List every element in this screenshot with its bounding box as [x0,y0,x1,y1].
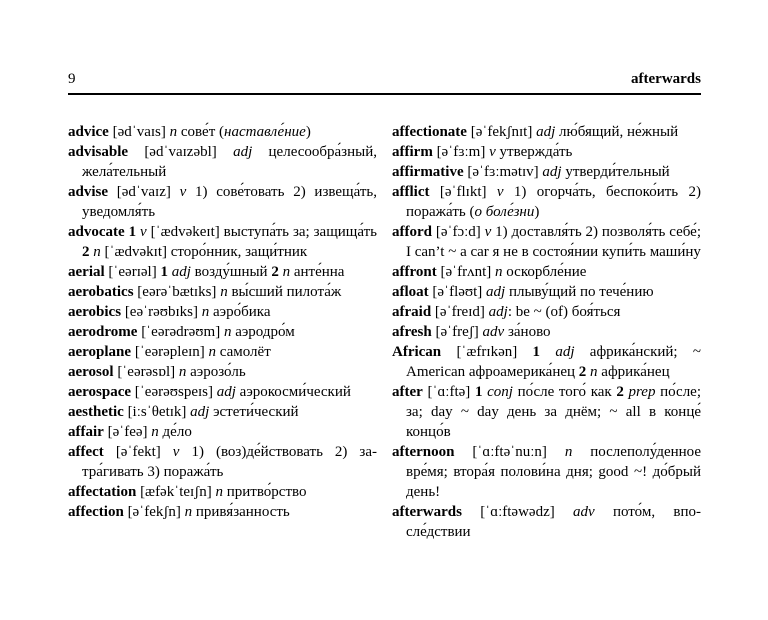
guide-word: afterwards [631,71,701,87]
entry-aerobatics [68,282,377,302]
entry-text: аэро́бика [209,304,271,320]
headword: affair [68,424,104,440]
headword: afraid [392,304,432,320]
entry-text: [əˈfekt] [103,444,173,460]
entry-text: [ˈɑːftəwədz] [461,504,574,520]
page-content [68,70,701,542]
entry-text: [əˈfləʊt] [428,284,487,300]
headword: afford [392,224,432,240]
headword: afflict [392,184,430,200]
entry-text: самолёт [216,344,271,360]
italic-text: adj [555,344,575,360]
headword: affectation [68,484,137,500]
headword: aerobatics [68,284,134,300]
entry-text: лю́бящий, не́жный [555,124,679,140]
entry-text: [ədˈvaɪzəbl] [128,144,234,160]
bold-marker: 2 [82,244,90,260]
entry-text: притво́рство [222,484,307,500]
entry-text: африка́нец [597,364,670,380]
page-header [68,70,701,95]
italic-text: n [282,264,291,280]
italic-text: n [169,124,178,140]
italic-text: adj [216,384,236,400]
entry-advocate [68,222,377,262]
entry-text: [eəˈrəʊbɪks] [121,304,202,320]
entry-text: сове́т ( [177,124,225,140]
headword: African [392,344,442,360]
bold-marker: 1 [128,224,137,240]
entry-text: ) [534,204,540,220]
entry-text: [əˈfrʌnt] [436,264,496,280]
entry-after [392,382,701,442]
entry-text: де́ло [158,424,192,440]
entry-text: [ˈeərɪəl] [104,264,161,280]
italic-text: adj [486,284,506,300]
entry-aeroplane [68,342,377,362]
italic-text: adj [171,264,191,280]
headword: aerospace [68,384,132,400]
entry-afloat [392,282,701,302]
entry-text: [æfəkˈteɪʃn] [136,484,216,500]
entry-aerospace [68,382,377,402]
entry-african [392,342,701,382]
bold-marker: 1 [160,264,168,280]
bold-marker: 1 [474,384,483,400]
entry-text: [ədˈvaɪz] [108,184,180,200]
headword: affront [392,264,437,280]
italic-text: v [484,224,492,240]
entry-text: [əˈfreɪd] [431,304,489,320]
italic-text: adj [542,164,562,180]
bold-marker: 2 [578,364,587,380]
entry-aerosol [68,362,377,382]
entry-advise [68,182,377,222]
entry-text: утверди́тельный [561,164,670,180]
entry-text: целесообра́зный, жела́тельный [82,144,377,180]
headword: affirmative [392,164,464,180]
entry-text: [ˈædvəkeɪt] выступа́ть за; защища́ть [146,224,377,240]
italic-text: prep [628,384,656,400]
entry-text: за́ново [504,324,551,340]
headword: aerobics [68,304,122,320]
page-number: 9 [68,71,76,87]
italic-text: наставле́ние [224,124,306,140]
entry-aerial [68,262,377,282]
entry-text: [əˈfɜːm] [432,144,490,160]
italic-text: n [590,364,598,380]
entry-affection [68,502,377,522]
entry-affectation [68,482,377,502]
entry-text: по́сле; за; day ~ day день за днём; ~ all в конце́ концо́в [406,384,702,440]
entry-text: [əˈfɜːmətɪv] [463,164,543,180]
italic-text: adj [488,304,508,320]
entry-text: [ədˈvaɪs] [108,124,170,140]
entry-text: ) [305,124,311,140]
headword: affectionate [392,124,467,140]
headword: aerodrome [68,324,138,340]
italic-text: n [151,424,159,440]
entry-text: плыву́щий по тече́нию [505,284,654,300]
entry-text: [ˈeərəsɒl] [113,364,179,380]
bold-marker: 2 [271,264,279,280]
italic-text: v [179,184,187,200]
italic-text: n [215,484,223,500]
italic-text: adv [573,504,595,520]
italic-text: conj [487,384,513,400]
dictionary-columns [68,122,701,542]
entry-text: [ˈɑːftə] [422,384,475,400]
entry-text: 1) сове́товать 2) извеща́ть, уведомля́ть [82,184,377,220]
entry-text: [əˈfeə] [103,424,152,440]
entry-text: по́сле того́ как [512,384,617,400]
italic-text: n [564,444,573,460]
headword: aeroplane [68,344,132,360]
entry-text: [ˈeərədrəʊm] [137,324,224,340]
bold-marker: 2 [616,384,624,400]
entry-afternoon [392,442,701,502]
entry-afresh [392,322,701,342]
headword: after [392,384,423,400]
entry-text: аэродро́м [231,324,295,340]
headword: affection [68,504,124,520]
italic-text: adj [536,124,556,140]
entry-affront [392,262,701,282]
entry-affectionate [392,122,701,142]
entry-aerodrome [68,322,377,342]
entry-aesthetic [68,402,377,422]
italic-text: о боле́зни [474,204,535,220]
italic-text: adj [233,144,253,160]
entry-text: 1) (воз)де́йствовать 2) затра́гивать 3) поража́ть [82,444,377,480]
entry-text: [əˈfɔːd] [432,224,485,240]
headword: affirm [392,144,433,160]
entry-text: [iːsˈθetɪk] [123,404,191,420]
entry-affirm [392,142,701,162]
entry-aerobics [68,302,377,322]
entry-text: 1) доставля́ть 2) позволя́ть себе́; I can’t ~ a car я не в состоя́нии купи́ть маши́ну [406,224,701,260]
entry-text: эстети́ческий [209,404,299,420]
italic-text: adv [482,324,505,340]
entry-affair [68,422,377,442]
entry-text: : be ~ (of) боя́ться [507,304,621,320]
headword: advise [68,184,109,200]
right-column [392,122,701,542]
entry-text [540,344,555,360]
entry-text: [ˈædvəkɪt] сторо́нник, защи́тник [100,244,308,260]
entry-text: анте́нна [290,264,345,280]
italic-text: adj [190,404,210,420]
entry-text: [əˈfekʃnɪt] [466,124,537,140]
entry-text: 1) огорча́ть, беспоко́ить 2) поража́ть ( [406,184,701,220]
italic-text: n [208,344,217,360]
entry-text: [ˈeərəʊspeɪs] [131,384,217,400]
italic-text: n [223,324,232,340]
headword: aesthetic [68,404,124,420]
headword: aerial [68,264,105,280]
entry-afford [392,222,701,262]
headword: afternoon [392,444,455,460]
italic-text: v [489,144,496,160]
entry-afflict [392,182,701,222]
italic-text: n [184,504,193,520]
italic-text: n [201,304,210,320]
headword: advice [68,124,109,140]
entry-text: [əˈfreʃ] [431,324,483,340]
left-column [68,122,377,542]
italic-text: n [93,244,101,260]
bold-marker: 1 [532,344,541,360]
entry-afraid [392,302,701,322]
italic-text: v [172,444,180,460]
headword: afloat [392,284,429,300]
headword: afterwards [392,504,462,520]
headword: afresh [392,324,432,340]
entry-text: вы́сший пилота́ж [227,284,342,300]
entry-text: пото́м, впосле́дствии [406,504,701,540]
entry-text: [əˈflɪkt] [429,184,497,200]
italic-text: n [178,364,187,380]
entry-advisable [68,142,377,182]
entry-text: аэрокосми́ческий [235,384,351,400]
entry-text: [əˈfekʃn] [123,504,185,520]
entry-text: возду́шный [190,264,272,280]
entry-advice [68,122,377,142]
italic-text: n [220,284,228,300]
entry-text: [ˈæfrɪkən] [441,344,533,360]
entry-affirmative [392,162,701,182]
entry-text: оскорбле́ние [502,264,587,280]
italic-text: n [495,264,503,280]
headword: advocate [68,224,125,240]
entry-text: [ˈɑːftəˈnuːn] [454,444,565,460]
italic-text: v [496,184,504,200]
entry-afterwards [392,502,701,542]
entry-text: утвержда́ть [495,144,573,160]
entry-text: африка́нский; ~ American афроамерика́нец [406,344,702,380]
entry-text: [eərəˈbætɪks] [133,284,221,300]
entry-text: привя́занность [192,504,290,520]
entry-text: послеполу́денное вре́мя; втора́я полови́на дня; good ~! до́брый день! [406,444,702,500]
italic-text: v [140,224,147,240]
headword: affect [68,444,104,460]
entry-affect [68,442,377,482]
headword: advisable [68,144,129,160]
entry-text: [ˈeərəpleɪn] [131,344,209,360]
entry-text: аэрозо́ль [186,364,246,380]
headword: aerosol [68,364,114,380]
